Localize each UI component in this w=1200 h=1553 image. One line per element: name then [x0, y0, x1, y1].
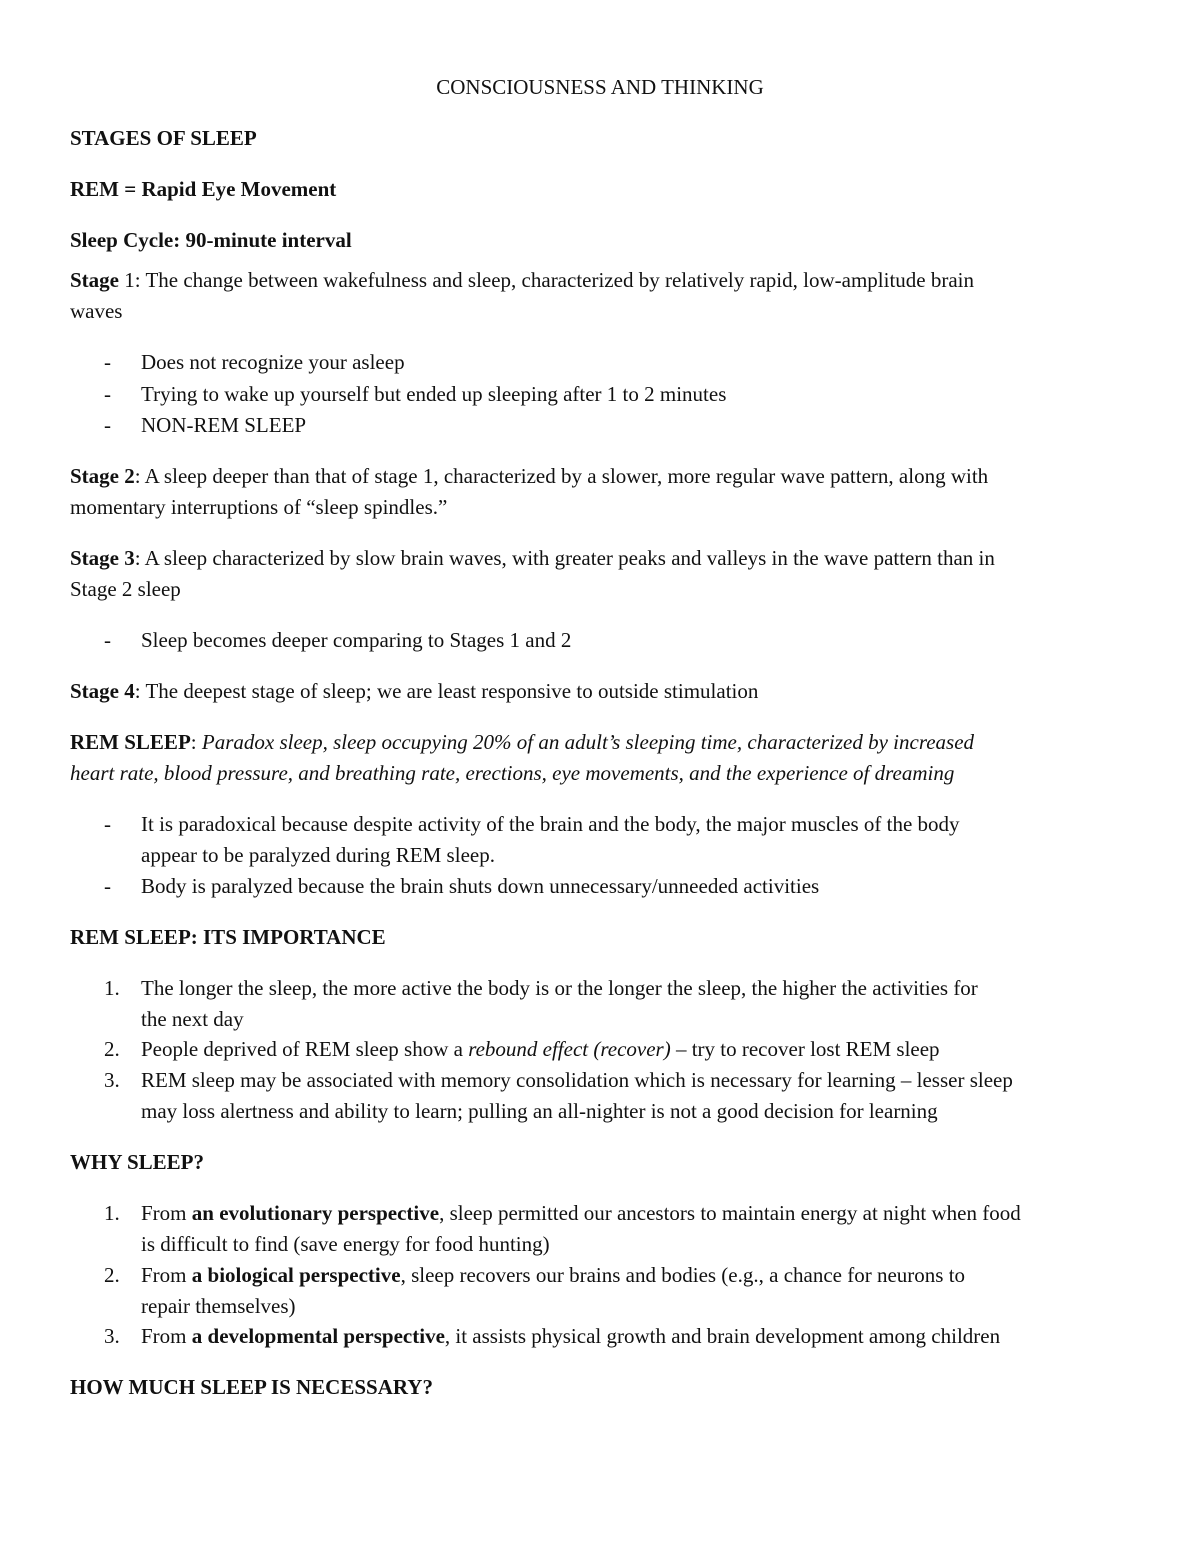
importance-item-cont: may loss alertness and ability to learn; pulling an all-nighter is not a good decision for learning — [141, 1099, 938, 1123]
stage1-bullet: NON-REM SLEEP — [141, 413, 307, 437]
bullet-dash: - — [104, 413, 111, 437]
stage2-label: Stage 2 — [70, 464, 135, 488]
why-item2-text: , sleep recovers our brains and bodies (e.g., a chance for neurons to — [400, 1263, 966, 1287]
rem-sleep-colon: : — [190, 730, 202, 754]
importance-heading: REM SLEEP: ITS IMPORTANCE — [70, 925, 386, 949]
stage4-text: : The deepest stage of sleep; we are least responsive to outside stimulation — [134, 679, 759, 703]
rem-definition: REM = Rapid Eye Movement — [70, 177, 337, 201]
rem-sleep-text: Paradox sleep, sleep occupying 20% of an adult’s sleeping time, characterized by increased — [201, 730, 975, 754]
bullet-dash: - — [104, 628, 111, 652]
list-number: 3. — [104, 1068, 120, 1092]
stage4-label: Stage 4 — [70, 679, 135, 703]
stages-heading: STAGES OF SLEEP — [70, 126, 257, 150]
rem-bullet: It is paradoxical because despite activity of the brain and the body, the major muscles of the body — [141, 812, 960, 836]
list-number: 2. — [104, 1263, 120, 1287]
why-item-cont: repair themselves) — [141, 1294, 296, 1318]
list-number: 2. — [104, 1037, 120, 1061]
why-from: From — [141, 1324, 192, 1348]
why-item1-bold: an evolutionary perspective — [191, 1201, 440, 1225]
bullet-dash: - — [104, 382, 111, 406]
why-item — [141, 1265, 965, 1286]
why-heading: WHY SLEEP? — [70, 1150, 204, 1174]
stage1-text-cont: waves — [70, 299, 123, 323]
why-item3-bold: a developmental perspective — [191, 1324, 445, 1348]
bullet-dash: - — [104, 874, 111, 898]
rem-bullet: Body is paralyzed because the brain shuts down unnecessary/unneeded activities — [141, 874, 820, 898]
stage1-bullet: Does not recognize your asleep — [141, 350, 405, 374]
why-from: From — [141, 1263, 192, 1287]
bullet-dash: - — [104, 350, 111, 374]
why-item3-text: , it assists physical growth and brain development among children — [444, 1324, 1001, 1348]
importance-item2-em: rebound effect (recover) — [468, 1037, 671, 1061]
sleep-cycle: Sleep Cycle: 90-minute interval — [70, 228, 352, 252]
importance-item2-pre: People deprived of REM sleep show a — [141, 1037, 469, 1061]
why-item2-bold: a biological perspective — [191, 1263, 401, 1287]
stage3-text: : A sleep characterized by slow brain waves, with greater peaks and valleys in the wave pattern than in — [134, 546, 995, 570]
stage1-number: 1 — [119, 268, 135, 292]
importance-item2-post: – try to recover lost REM sleep — [670, 1037, 940, 1061]
stage1-paragraph — [70, 270, 974, 291]
why-item — [141, 1326, 1000, 1347]
stage2-text-cont: momentary interruptions of “sleep spindles.” — [70, 495, 448, 519]
rem-bullet-cont: appear to be paralyzed during REM sleep. — [141, 843, 495, 867]
importance-item — [141, 1039, 940, 1060]
importance-item-cont: the next day — [141, 1007, 244, 1031]
importance-item: REM sleep may be associated with memory consolidation which is necessary for learning – lesser sleep — [141, 1068, 1013, 1092]
stage3-text-cont: Stage 2 sleep — [70, 577, 181, 601]
how-much-heading: HOW MUCH SLEEP IS NECESSARY? — [70, 1375, 433, 1399]
document-title: CONSCIOUSNESS AND THINKING — [436, 75, 764, 99]
stage3-paragraph — [70, 548, 995, 569]
why-item — [141, 1203, 1021, 1224]
stage3-bullet: Sleep becomes deeper comparing to Stages 1 and 2 — [141, 628, 572, 652]
why-from: From — [141, 1201, 192, 1225]
stage1-bullet: Trying to wake up yourself but ended up sleeping after 1 to 2 minutes — [141, 382, 727, 406]
why-item1-text: , sleep permitted our ancestors to maintain energy at night when food — [439, 1201, 1021, 1225]
stage1-text: : The change between wakefulness and sleep, characterized by relatively rapid, low-amplitude brain — [134, 268, 975, 292]
bullet-dash: - — [104, 812, 111, 836]
list-number: 1. — [104, 1201, 120, 1225]
stage1-label: Stage — [70, 268, 119, 292]
stage4-paragraph — [70, 681, 758, 702]
rem-sleep-text-cont: heart rate, blood pressure, and breathing rate, erections, eye movements, and the experience of dreaming — [70, 761, 955, 785]
list-number: 3. — [104, 1324, 120, 1348]
importance-item: The longer the sleep, the more active the body is or the longer the sleep, the higher the activities for — [141, 976, 978, 1000]
stage2-text: : A sleep deeper than that of stage 1, characterized by a slower, more regular wave pattern, along with — [134, 464, 989, 488]
stage3-label: Stage 3 — [70, 546, 135, 570]
why-item-cont: is difficult to find (save energy for food hunting) — [141, 1232, 550, 1256]
list-number: 1. — [104, 976, 120, 1000]
rem-sleep-paragraph — [70, 732, 974, 753]
rem-sleep-label: REM SLEEP — [70, 730, 191, 754]
stage2-paragraph — [70, 466, 988, 487]
